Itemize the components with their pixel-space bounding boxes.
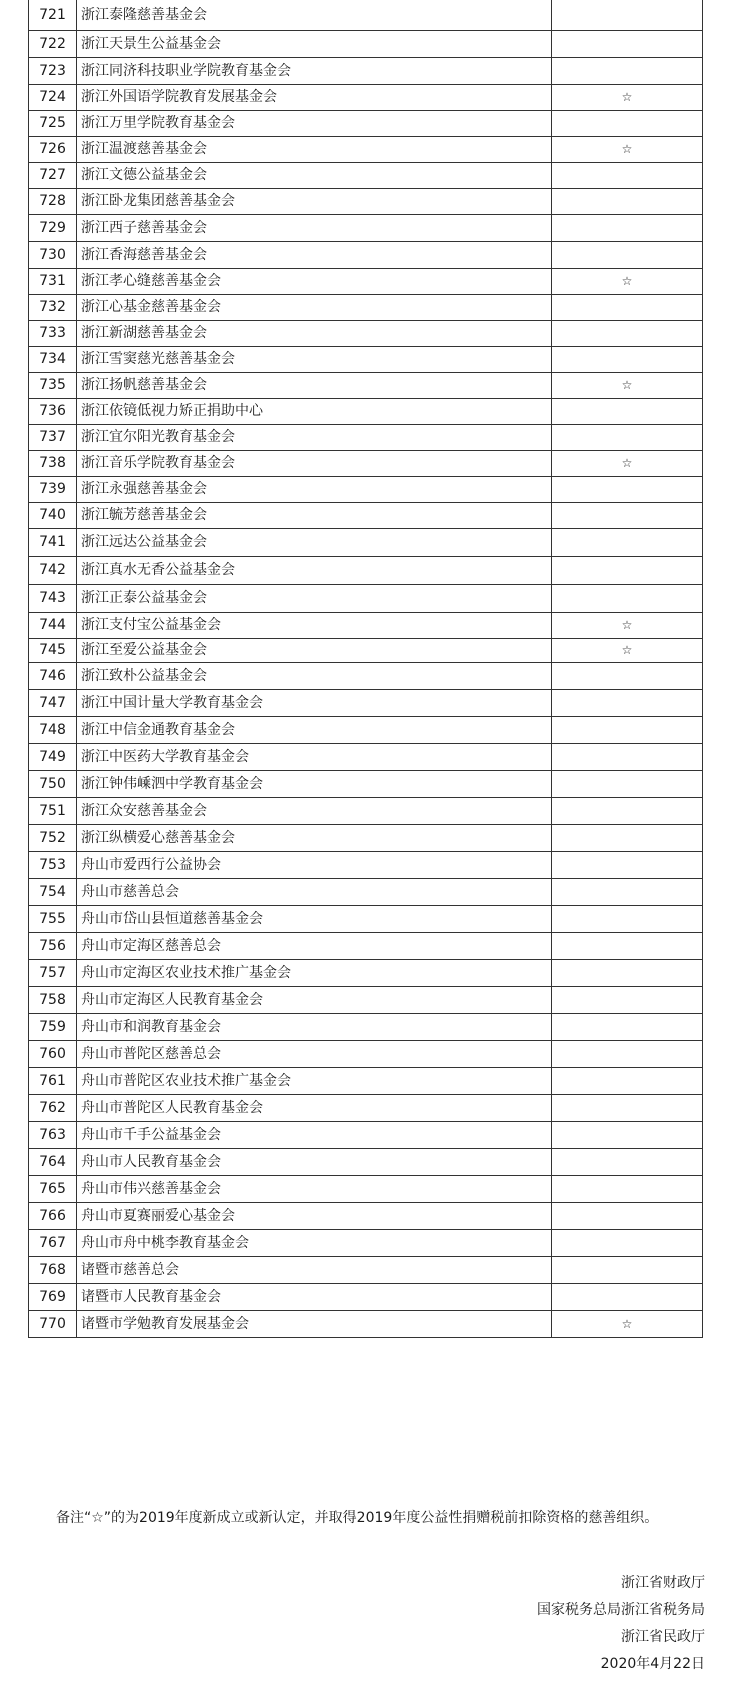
table-row [29,1121,703,1148]
new-status-mark: ☆ [552,450,703,476]
table-row [29,268,703,294]
row-number: 730 [29,241,77,268]
organization-name: 浙江中国计量大学教育基金会 [77,689,552,716]
table-row [29,372,703,398]
row-number: 735 [29,372,77,398]
organization-name: 舟山市千手公益基金会 [77,1121,552,1148]
organization-name: 浙江中医药大学教育基金会 [77,743,552,770]
row-number: 726 [29,136,77,162]
new-status-mark [552,1094,703,1121]
row-number: 736 [29,398,77,424]
organization-name: 浙江至爱公益基金会 [77,638,552,662]
row-number: 753 [29,851,77,878]
table-row [29,1202,703,1229]
organization-name: 浙江温渡慈善基金会 [77,136,552,162]
organization-name: 浙江雪窦慈光慈善基金会 [77,346,552,372]
organization-name: 浙江正泰公益基金会 [77,584,552,612]
row-number: 747 [29,689,77,716]
organization-table [28,0,703,1338]
row-number: 765 [29,1175,77,1202]
table-row [29,932,703,959]
table-row [29,1013,703,1040]
new-status-mark [552,424,703,450]
new-status-mark [552,110,703,136]
organization-name: 舟山市夏赛丽爱心基金会 [77,1202,552,1229]
table-row [29,743,703,770]
table-row [29,162,703,188]
new-status-mark [552,1067,703,1094]
table-row [29,294,703,320]
row-number: 769 [29,1283,77,1310]
row-number: 748 [29,716,77,743]
row-number: 751 [29,797,77,824]
table-row [29,1094,703,1121]
table-row [29,398,703,424]
organization-name: 舟山市和润教育基金会 [77,1013,552,1040]
new-status-mark [552,1283,703,1310]
table-row [29,1256,703,1283]
row-number: 756 [29,932,77,959]
new-status-mark [552,986,703,1013]
organization-name: 舟山市伟兴慈善基金会 [77,1175,552,1202]
row-number: 732 [29,294,77,320]
organization-name: 浙江宜尔阳光教育基金会 [77,424,552,450]
row-number: 744 [29,612,77,638]
row-number: 740 [29,502,77,528]
row-number: 728 [29,188,77,214]
row-number: 766 [29,1202,77,1229]
row-number: 754 [29,878,77,905]
row-number: 745 [29,638,77,662]
table-row [29,638,703,662]
table-row [29,770,703,797]
organization-name: 浙江纵横爱心慈善基金会 [77,824,552,851]
table-row [29,346,703,372]
new-status-mark [552,959,703,986]
organization-name: 诸暨市慈善总会 [77,1256,552,1283]
new-status-mark [552,824,703,851]
organization-name: 舟山市岱山县恒道慈善基金会 [77,905,552,932]
row-number: 737 [29,424,77,450]
table-row [29,1283,703,1310]
table-row [29,716,703,743]
row-number: 734 [29,346,77,372]
table-row [29,476,703,502]
table-row [29,450,703,476]
new-status-mark [552,584,703,612]
new-status-mark [552,1229,703,1256]
footnote: 备注“☆”的为2019年度新成立或新认定，并取得2019年度公益性捐赠税前扣除资格的慈善组织。 [56,1510,659,1526]
row-number: 721 [29,0,77,30]
organization-name: 浙江西子慈善基金会 [77,214,552,241]
table-row [29,528,703,556]
table-row [29,424,703,450]
row-number: 725 [29,110,77,136]
organization-name: 浙江卧龙集团慈善基金会 [77,188,552,214]
new-status-mark [552,294,703,320]
row-number: 768 [29,1256,77,1283]
organization-name: 舟山市普陀区慈善总会 [77,1040,552,1067]
new-status-mark [552,1013,703,1040]
table-row [29,241,703,268]
table-row [29,905,703,932]
row-number: 727 [29,162,77,188]
new-status-mark [552,1040,703,1067]
organization-name: 浙江外国语学院教育发展基金会 [77,84,552,110]
signature-dept-civil-affairs: 浙江省民政厅 [621,1629,705,1645]
organization-name: 舟山市舟中桃李教育基金会 [77,1229,552,1256]
table-row [29,1175,703,1202]
new-status-mark [552,556,703,584]
table-row [29,1067,703,1094]
table-row [29,584,703,612]
row-number: 759 [29,1013,77,1040]
new-status-mark [552,716,703,743]
organization-name: 舟山市定海区农业技术推广基金会 [77,959,552,986]
organization-name: 舟山市普陀区农业技术推广基金会 [77,1067,552,1094]
new-status-mark [552,689,703,716]
organization-name: 浙江孝心缝慈善基金会 [77,268,552,294]
table-row [29,110,703,136]
organization-name: 浙江永强慈善基金会 [77,476,552,502]
organization-name: 舟山市爱西行公益协会 [77,851,552,878]
table-row [29,30,703,57]
table-row [29,1148,703,1175]
organization-name: 浙江扬帆慈善基金会 [77,372,552,398]
organization-name: 舟山市普陀区人民教育基金会 [77,1094,552,1121]
organization-name: 浙江致朴公益基金会 [77,662,552,689]
signature-date: 2020年4月22日 [600,1656,705,1672]
table-row [29,84,703,110]
new-status-mark [552,0,703,30]
organization-name: 舟山市慈善总会 [77,878,552,905]
table-row [29,57,703,84]
new-status-mark [552,1175,703,1202]
table-row [29,136,703,162]
table-row [29,851,703,878]
organization-name: 舟山市定海区人民教育基金会 [77,986,552,1013]
organization-name: 舟山市定海区慈善总会 [77,932,552,959]
new-status-mark [552,57,703,84]
table-row [29,689,703,716]
new-status-mark [552,398,703,424]
new-status-mark [552,320,703,346]
new-status-mark: ☆ [552,372,703,398]
organization-name: 浙江泰隆慈善基金会 [77,0,552,30]
organization-name: 浙江文德公益基金会 [77,162,552,188]
organization-name: 浙江真水无香公益基金会 [77,556,552,584]
table-row [29,1040,703,1067]
table-row [29,188,703,214]
organization-name: 浙江音乐学院教育基金会 [77,450,552,476]
table-row [29,1229,703,1256]
row-number: 738 [29,450,77,476]
new-status-mark: ☆ [552,84,703,110]
table-row [29,959,703,986]
row-number: 731 [29,268,77,294]
row-number: 729 [29,214,77,241]
table-row [29,662,703,689]
organization-name: 舟山市人民教育基金会 [77,1148,552,1175]
organization-name: 浙江远达公益基金会 [77,528,552,556]
table-row [29,556,703,584]
new-status-mark [552,241,703,268]
organization-name: 诸暨市学勉教育发展基金会 [77,1310,552,1337]
row-number: 763 [29,1121,77,1148]
organization-name: 浙江万里学院教育基金会 [77,110,552,136]
new-status-mark [552,188,703,214]
new-status-mark: ☆ [552,638,703,662]
new-status-mark: ☆ [552,136,703,162]
organization-name: 浙江众安慈善基金会 [77,797,552,824]
new-status-mark [552,346,703,372]
row-number: 742 [29,556,77,584]
signature-dept-finance: 浙江省财政厅 [621,1575,705,1591]
row-number: 722 [29,30,77,57]
row-number: 757 [29,959,77,986]
organization-name: 浙江毓芳慈善基金会 [77,502,552,528]
new-status-mark [552,878,703,905]
row-number: 761 [29,1067,77,1094]
organization-name: 浙江同济科技职业学院教育基金会 [77,57,552,84]
new-status-mark [552,1121,703,1148]
new-status-mark [552,528,703,556]
new-status-mark [552,743,703,770]
row-number: 733 [29,320,77,346]
new-status-mark: ☆ [552,268,703,294]
new-status-mark [552,851,703,878]
row-number: 750 [29,770,77,797]
row-number: 758 [29,986,77,1013]
new-status-mark [552,214,703,241]
table-row [29,612,703,638]
table-row [29,878,703,905]
new-status-mark [552,1148,703,1175]
signature-dept-tax: 国家税务总局浙江省税务局 [537,1602,705,1618]
table-row [29,320,703,346]
organization-name: 浙江天景生公益基金会 [77,30,552,57]
table-row [29,797,703,824]
row-number: 770 [29,1310,77,1337]
row-number: 743 [29,584,77,612]
new-status-mark [552,502,703,528]
row-number: 764 [29,1148,77,1175]
organization-name: 浙江钟伟嵊泗中学教育基金会 [77,770,552,797]
new-status-mark [552,30,703,57]
new-status-mark [552,476,703,502]
new-status-mark [552,932,703,959]
organization-name: 诸暨市人民教育基金会 [77,1283,552,1310]
new-status-mark [552,1202,703,1229]
organization-name: 浙江新湖慈善基金会 [77,320,552,346]
row-number: 767 [29,1229,77,1256]
organization-name: 浙江香海慈善基金会 [77,241,552,268]
row-number: 762 [29,1094,77,1121]
new-status-mark [552,1256,703,1283]
row-number: 760 [29,1040,77,1067]
table-row [29,0,703,30]
table-row [29,502,703,528]
row-number: 741 [29,528,77,556]
table-row [29,1310,703,1337]
row-number: 749 [29,743,77,770]
row-number: 724 [29,84,77,110]
organization-table-body [29,0,703,1337]
new-status-mark: ☆ [552,612,703,638]
new-status-mark [552,162,703,188]
row-number: 752 [29,824,77,851]
new-status-mark [552,797,703,824]
row-number: 723 [29,57,77,84]
organization-name: 浙江中信金通教育基金会 [77,716,552,743]
new-status-mark: ☆ [552,1310,703,1337]
table-row [29,824,703,851]
new-status-mark [552,905,703,932]
organization-name: 浙江依镜低视力矫正捐助中心 [77,398,552,424]
organization-name: 浙江心基金慈善基金会 [77,294,552,320]
organization-name: 浙江支付宝公益基金会 [77,612,552,638]
row-number: 755 [29,905,77,932]
table-row [29,214,703,241]
row-number: 746 [29,662,77,689]
new-status-mark [552,662,703,689]
row-number: 739 [29,476,77,502]
new-status-mark [552,770,703,797]
table-row [29,986,703,1013]
